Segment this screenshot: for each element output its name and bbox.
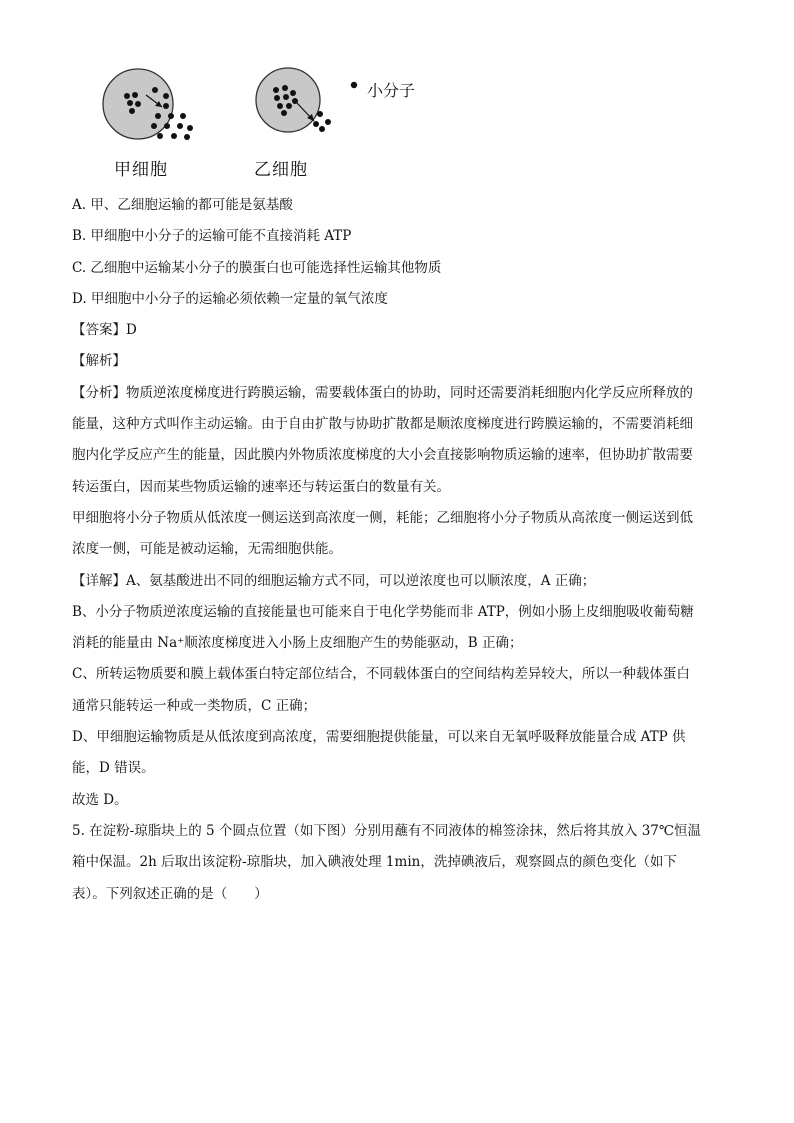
- cell-b-membrane: [256, 68, 320, 132]
- paragraph-line: 【详解】A、氨基酸进出不同的细胞运输方式不同，可以逆浓度也可以顺浓度，A 正确；: [72, 572, 596, 589]
- paragraph-line: 能量，这种方式叫作主动运输。由于自由扩散与协助扩散都是顺浓度梯度进行跨膜运输的，不需要消耗细: [72, 416, 693, 433]
- answer-line: 【答案】D: [72, 322, 137, 339]
- paragraph-line: 【分析】物质逆浓度梯度进行跨膜运输，需要载体蛋白的协助，同时还需要消耗细胞内化学反应所释放的: [72, 384, 693, 401]
- question-5-line: 表）。下列叙述正确的是（ ）: [72, 885, 268, 902]
- legend-small-molecule-label: 小分子: [367, 81, 416, 100]
- question-content: [72, 190, 722, 910]
- paragraph-line: C、所转运物质要和膜上载体蛋白特定部位结合，不同载体蛋白的空间结构差异较大，所以一种载体蛋白: [72, 666, 690, 683]
- question-5-line: 箱中保温。2h 后取出该淀粉-琼脂块，加入碘液处理 1min，洗掉碘液后，观察圆点的颜色变化（如下: [72, 854, 677, 871]
- legend-molecule-dot: [351, 82, 357, 88]
- paragraph-line: 浓度一侧，可能是被动运输，无需细胞供能。: [72, 541, 342, 558]
- paragraph-line: 胞内化学反应产生的能量，因此膜内外物质浓度梯度的大小会直接影响物质运输的速率，但协助扩散需要: [72, 447, 693, 464]
- option-a: A. 甲、乙细胞运输的都可能是氨基酸: [72, 197, 293, 213]
- option-b: B. 甲细胞中小分子的运输可能不直接消耗 ATP: [72, 228, 352, 245]
- paragraph-line: 通常只能转运一种或一类物质，C 正确；: [72, 697, 317, 714]
- analysis-heading: 【解析】: [72, 353, 126, 370]
- paragraph-line: 转运蛋白，因而某些物质运输的速率还与转运蛋白的数量有关。: [72, 478, 450, 495]
- cell-a-label: 甲细胞: [114, 160, 168, 180]
- question-5-line: 5. 在淀粉-琼脂块上的 5 个圆点位置（如下图）分别用蘸有不同液体的棉签涂抹，然后将其放入 37℃恒温: [72, 822, 701, 839]
- paragraph-line: 消耗的能量由 Na⁺顺浓度梯度进入小肠上皮细胞产生的势能驱动，B 正确；: [72, 635, 523, 652]
- cell-b-label: 乙细胞: [254, 160, 308, 180]
- paragraph-line: 能，D 错误。: [72, 760, 155, 777]
- paragraph-line: 甲细胞将小分子物质从低浓度一侧运送到高浓度一侧，耗能；乙细胞将小分子物质从高浓度一侧运送到低: [72, 509, 693, 526]
- option-d: D. 甲细胞中小分子的运输必须依赖一定量的氧气浓度: [72, 290, 388, 307]
- paragraph-line: D、甲细胞运输物质是从低浓度到高浓度，需要细胞提供能量，可以来自无氧呼吸释放能量合成 ATP 供: [72, 729, 686, 746]
- option-c: C. 乙细胞中运输某小分子的膜蛋白也可能选择性运输其他物质: [72, 259, 442, 276]
- cell-transport-figure: [92, 66, 452, 184]
- paragraph-line: 故选 D。: [72, 791, 128, 808]
- paragraph-line: B、小分子物质逆浓度运输的直接能量也可能来自于电化学势能而非 ATP，例如小肠上皮细胞吸收葡萄糖: [72, 603, 694, 620]
